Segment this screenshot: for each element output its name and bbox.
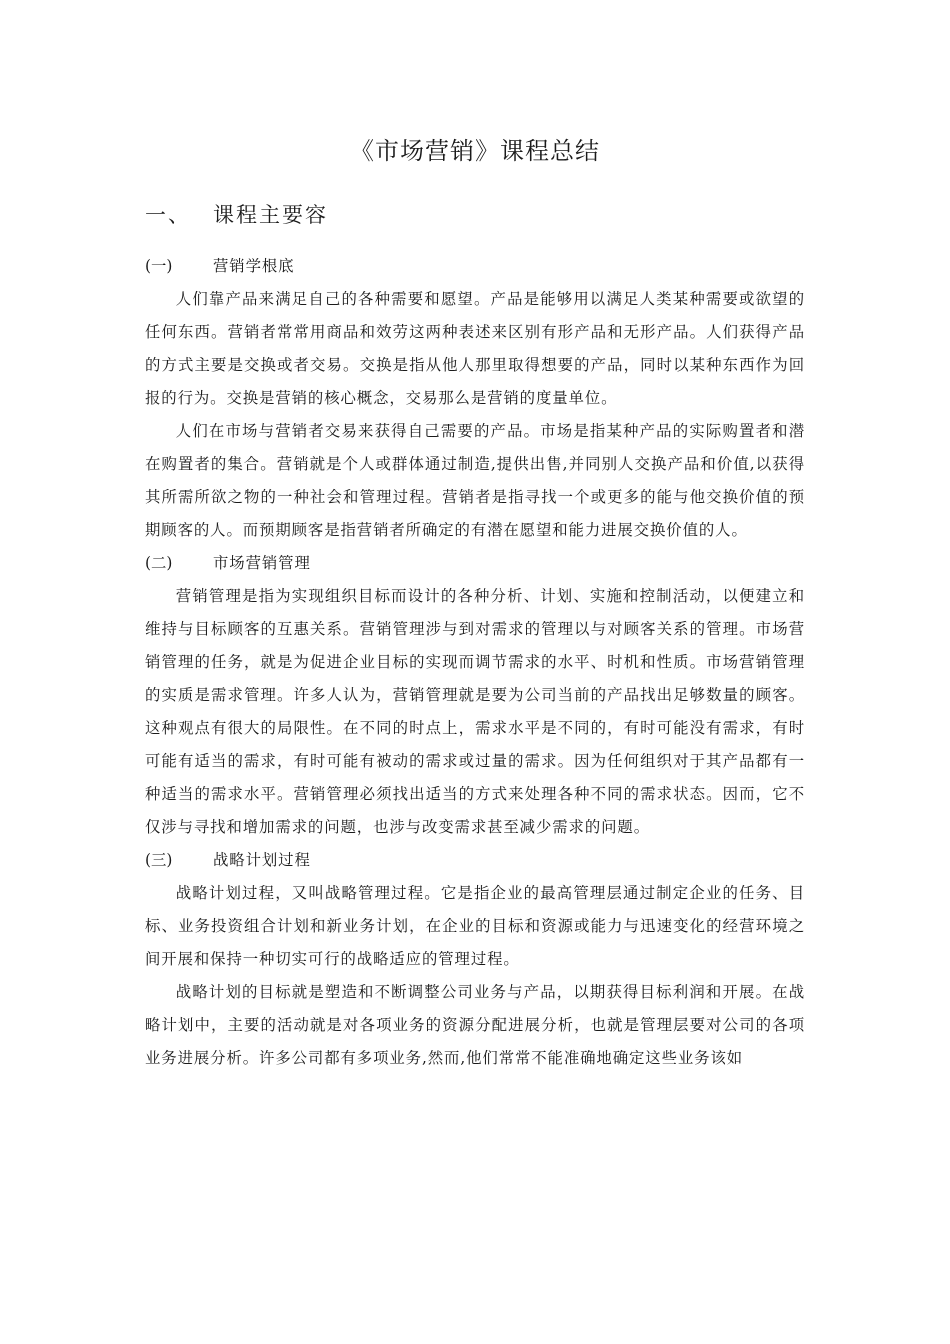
section-heading [145,200,328,230]
subsection-heading [145,547,805,580]
document-body [145,250,805,1075]
subsection-heading [145,844,805,877]
paragraph: 营销管理是指为实现组织目标而设计的各种分析、计划、实施和控制活动，以便建立和维持与目标顾客的互惠关系。营销管理涉与到对需求的管理以与对顾客关系的管理。市场营销管理的任务，就是为促进企业目标的实现而调节需求的水平、时机和性质。市场营销管理的实质是需求管理。许多人认为，营销管理就是要为公司当前的产品找出足够数量的顾客。这种观点有很大的局限性。在不同的时点上，需求水平是不同的，有时可能没有需求，有时可能有适当的需求，有时可能有被动的需求或过量的需求。因为任何组织对于其产品都有一种适当的需求水平。营销管理必须找出适当的方式来处理各种不同的需求状态。因而，它不仅涉与寻找和增加需求的问题，也涉与改变需求甚至减少需求的问题。 [145,587,805,836]
paragraph: 人们靠产品来满足自己的各种需要和愿望。产品是能够用以满足人类某种需要或欲望的任何东西。营销者常常用商品和效劳这两种表述来区别有形产品和无形产品。人们获得产品的方式主要是交换或者交易。交换是指从他人那里取得想要的产品，同时以某种东西作为回报的行为。交换是营销的核心概念，交易那么是营销的度量单位。 [145,290,805,407]
subsection-number: (二) [145,554,173,572]
document-title: 《市场营销》课程总结 [350,137,600,165]
section-number: 一、 [145,203,191,227]
subsection-number: (三) [145,851,173,869]
paragraph: 战略计划的目标就是塑造和不断调整公司业务与产品，以期获得目标利润和开展。在战略计划中，主要的活动就是对各项业务的资源分配进展分析，也就是管理层要对公司的各项业务进展分析。许多公司都有多项业务,然而,他们常常不能准确地确定这些业务该如 [145,983,805,1067]
subsection-heading [145,250,805,283]
subsection-number: (一) [145,257,173,275]
subsection-title: 市场营销管理 [213,554,311,572]
section-title: 课程主要容 [213,203,328,227]
paragraph: 战略计划过程，又叫战略管理过程。它是指企业的最高管理层通过制定企业的任务、目标、业务投资组合计划和新业务计划，在企业的目标和资源或能力与迅速变化的经营环境之间开展和保持一种切实可行的战略适应的管理过程。 [145,884,805,968]
subsection-title: 战略计划过程 [213,851,311,869]
paragraph: 人们在市场与营销者交易来获得自己需要的产品。市场是指某种产品的实际购置者和潜在购置者的集合。营销就是个人或群体通过制造,提供出售,并同别人交换产品和价值,以获得其所需所欲之物的一种社会和管理过程。营销者是指寻找一个或更多的能与他交换价值的预期顾客的人。而预期顾客是指营销者所确定的有潜在愿望和能力进展交换价值的人。 [145,422,805,539]
subsection-title: 营销学根底 [213,257,295,275]
